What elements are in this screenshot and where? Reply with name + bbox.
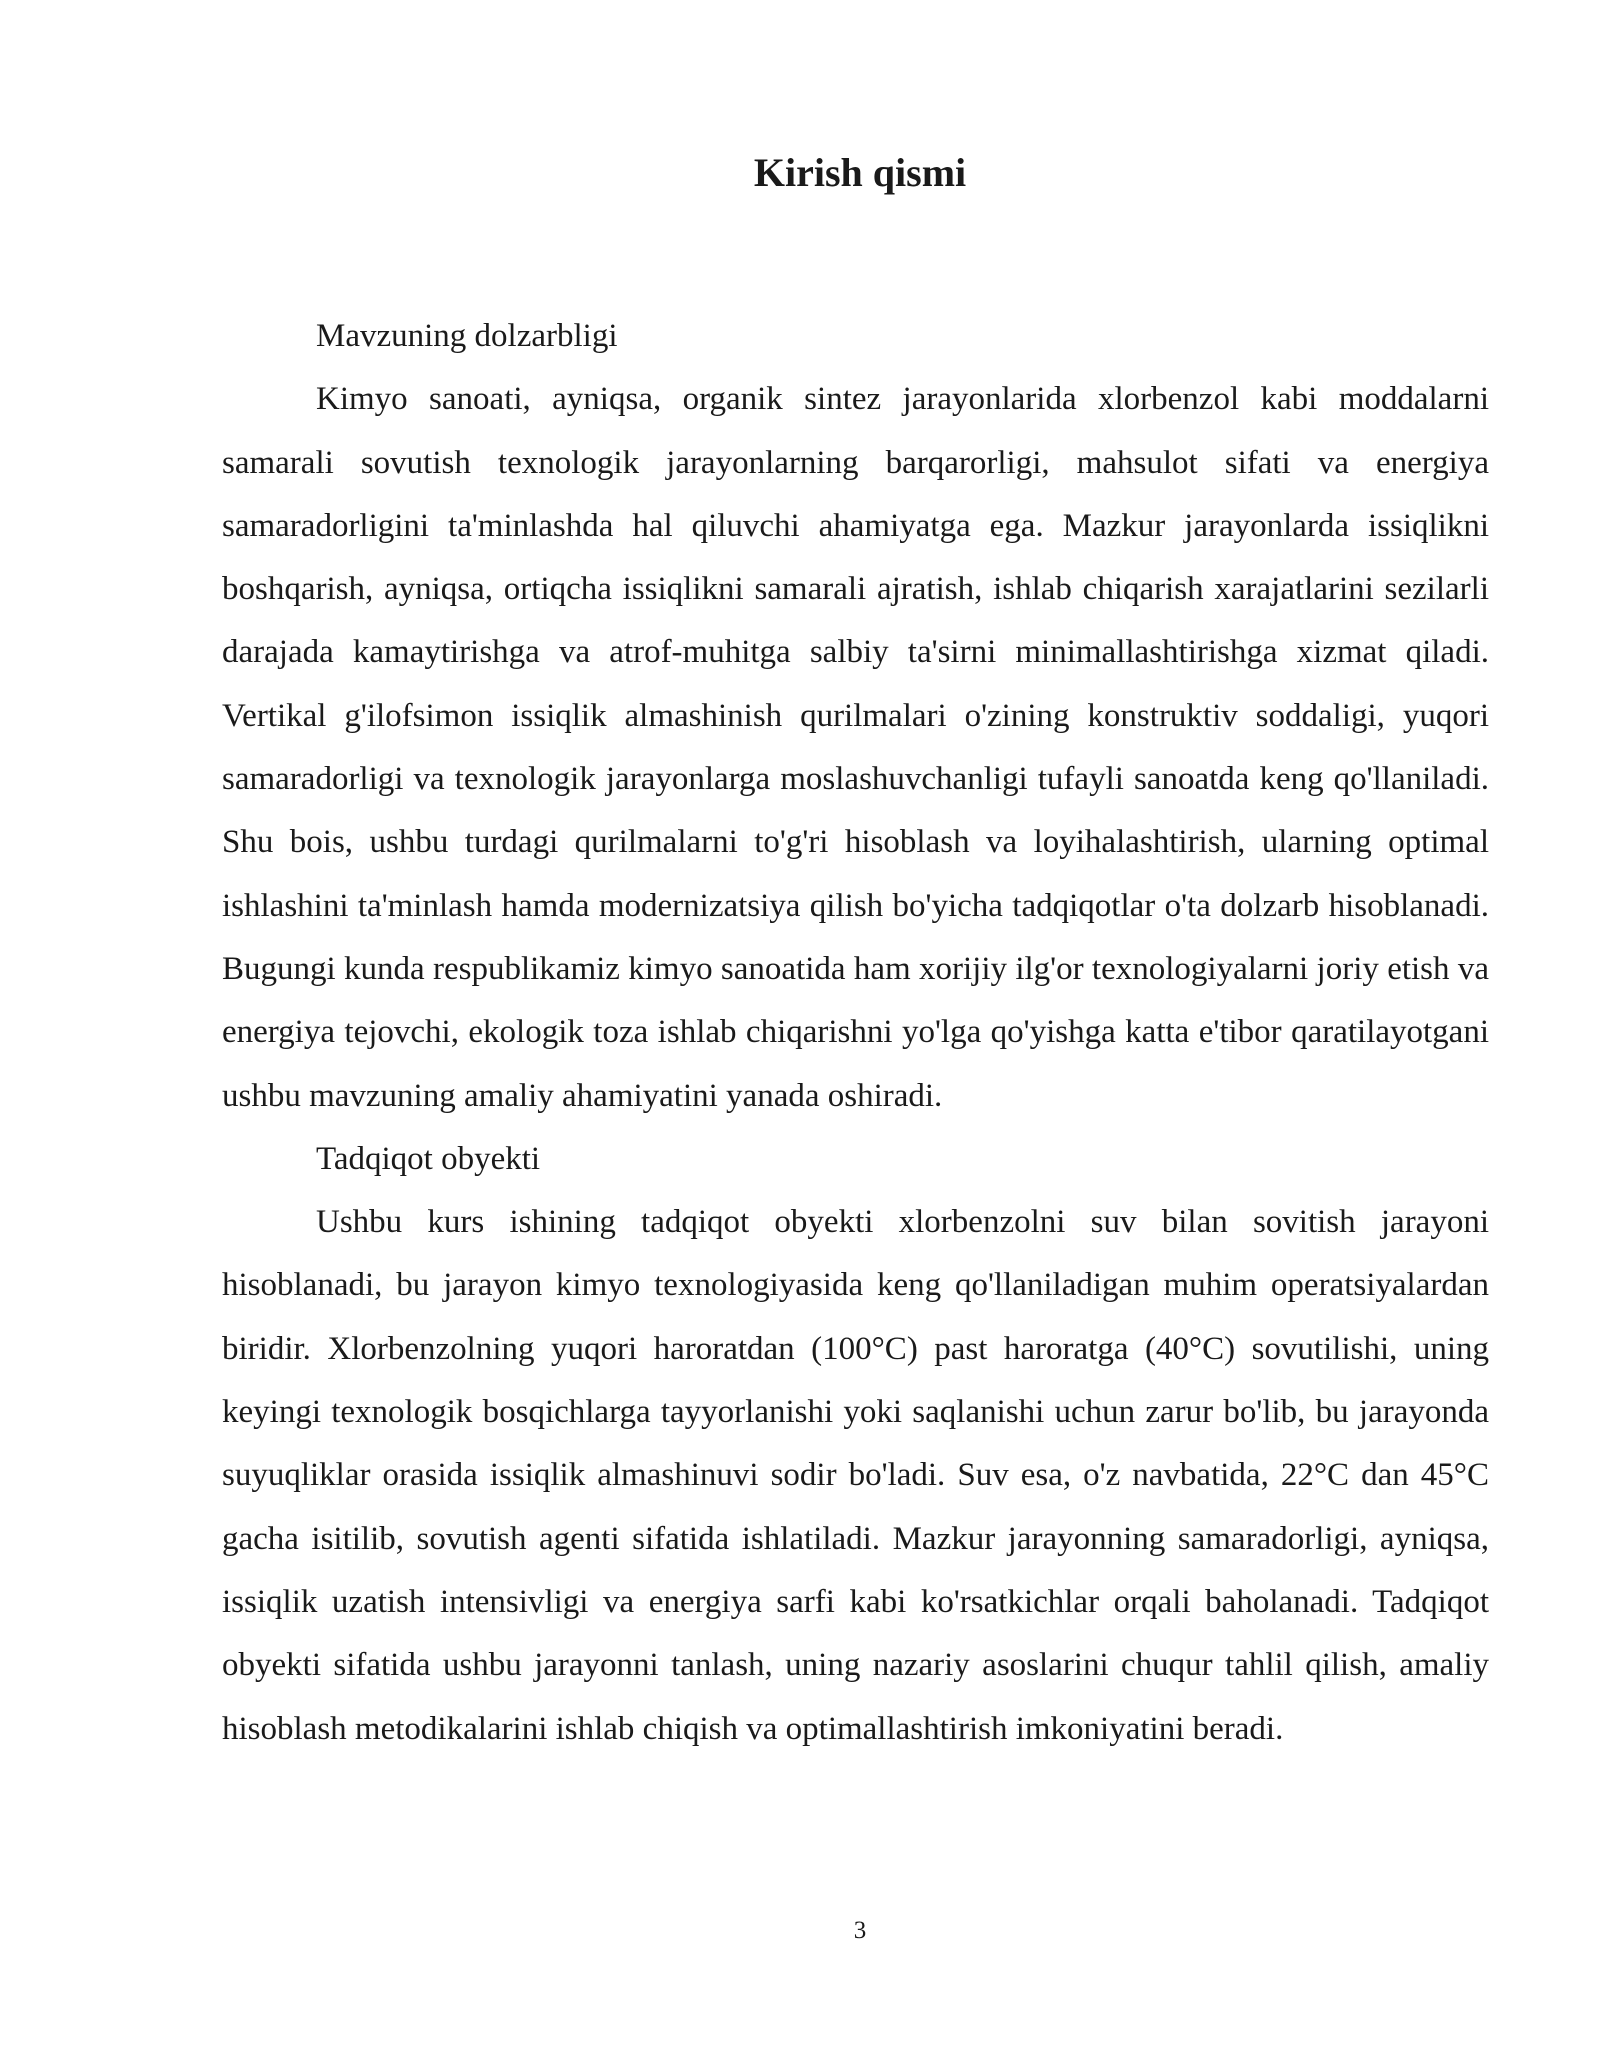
document-body bbox=[222, 305, 1489, 1761]
section-paragraph-research-object: Ushbu kurs ishining tadqiqot obyekti xlorbenzolni suv bilan sovitish jarayoni hisoblanadi, bu jarayon kimyo texnologiyasida keng qo'llaniladigan muhim operatsiyalardan biridir. Xlorbenzolning yuqori haroratdan (100°C) past haroratga (40°C) sovutilishi, uning keyingi texnologik bosqichlarga tayyorlanishi yoki saqlanishi uchun zarur bo'lib, bu jarayonda suyuqliklar orasida issiqlik almashinuvi sodir bo'ladi. Suv esa, o'z navbatida, 22°C dan 45°C gacha isitilib, sovutish agenti sifatida ishlatiladi. Mazkur jarayonning samaradorligi, ayniqsa, issiqlik uzatish intensivligi va energiya sarfi kabi ko'rsatkichlar orqali baholanadi. Tadqiqot obyekti sifatida ushbu jarayonni tanlash, uning nazariy asoslarini chuqur tahlil qilish, amaliy hisoblash metodikalarini ishlab chiqish va optimallashtirish imkoniyatini beradi. bbox=[222, 1204, 1489, 1747]
section-paragraph-relevance: Kimyo sanoati, ayniqsa, organik sintez jarayonlarida xlorbenzol kabi moddalarni samarali sovutish texnologik jarayonlarning barqarorligi, mahsulot sifati va energiya samaradorligini ta'minlashda hal qiluvchi ahamiyatga ega. Mazkur jarayonlarda issiqlikni boshqarish, ayniqsa, ortiqcha issiqlikni samarali ajratish, ishlab chiqarish xarajatlarini sezilarli darajada kamaytirishga va atrof-muhitga salbiy ta'sirni minimallashtirishga xizmat qiladi. Vertikal g'ilofsimon issiqlik almashinish qurilmalari o'zining konstruktiv soddaligi, yuqori samaradorligi va texnologik jarayonlarga moslashuvchanligi tufayli sanoatda keng qo'llaniladi. Shu bois, ushbu turdagi qurilmalarni to'g'ri hisoblash va loyihalashtirish, ularning optimal ishlashini ta'minlash hamda modernizatsiya qilish bo'yicha tadqiqotlar o'ta dolzarb hisoblanadi. Bugungi kunda respublikamiz kimyo sanoatida ham xorijiy ilg'or texnologiyalarni joriy etish va energiya tejovchi, ekologik toza ishlab chiqarishni yo'lga qo'yishga katta e'tibor qaratilayotgani ushbu mavzuning amaliy ahamiyatini yanada oshiradi. bbox=[222, 381, 1489, 1114]
page-number: 3 bbox=[853, 1917, 867, 1944]
section-heading-research-object: Tadqiqot obyekti bbox=[316, 1140, 541, 1177]
page-title: Kirish qismi bbox=[753, 150, 967, 195]
section-heading-relevance: Mavzuning dolzarbligi bbox=[316, 318, 618, 354]
